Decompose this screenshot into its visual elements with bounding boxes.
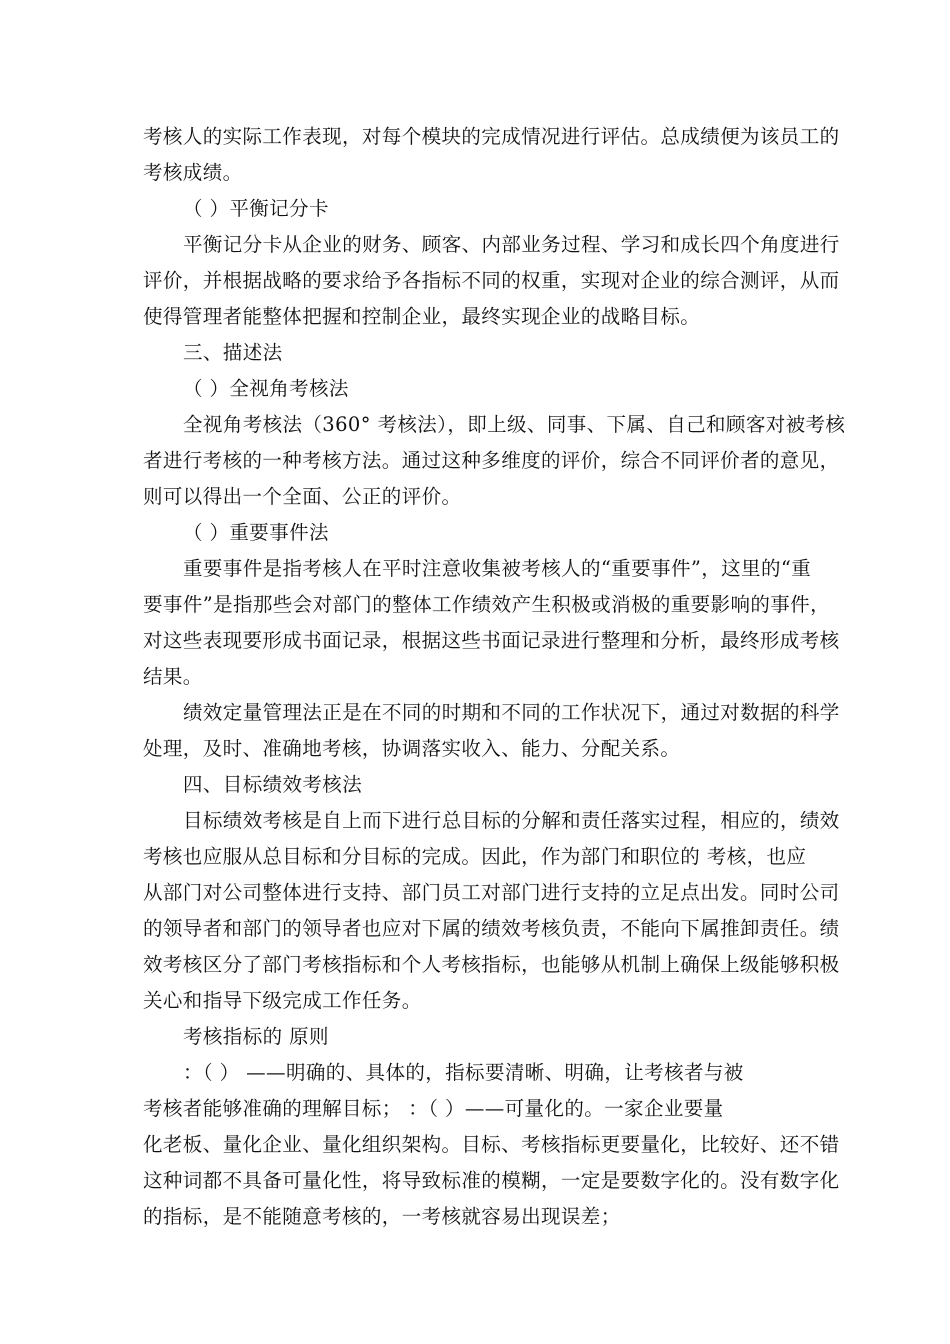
paragraph-line: 这种词都不具备可量化性，将导致标准的模糊，一定是要数字化的。没有数字化: [143, 1169, 840, 1192]
section-heading: 考核指标的 原则: [183, 1025, 329, 1048]
paragraph-line: 从部门对公司整体进行支持、部门员工对部门进行支持的立足点出发。同时公司: [143, 881, 840, 904]
paragraph-line: 则可以得出一个全面、公正的评价。: [143, 485, 462, 508]
paragraph-line: 的领导者和部门的领导者也应对下属的绩效考核负责，不能向下属推卸责任。绩: [143, 917, 840, 940]
paragraph-line: ：（ ） ——明确的、具体的，指标要清晰、明确，让考核者与被: [183, 1061, 744, 1084]
paragraph-line: 目标绩效考核是自上而下进行总目标的分解和责任落实过程，相应的，绩效: [183, 809, 840, 832]
paragraph-line: 考核者能够准确的理解目标； ：（ ）——可量化的。一家企业要量: [143, 1097, 724, 1120]
paragraph-line: 考核成绩。: [143, 161, 243, 184]
paragraph-line: 绩效定量管理法正是在不同的时期和不同的工作状况下，通过对数据的科学: [183, 701, 840, 724]
paragraph-line: 的指标，是不能随意考核的，一考核就容易出现误差；: [143, 1205, 621, 1228]
paragraph-line: 考核也应服从总目标和分目标的完成。因此，作为部门和职位的 考核，也应: [143, 845, 807, 868]
paragraph-line: 重要事件是指考核人在平时注意收集被考核人的“重要事件”，这里的“重: [183, 557, 812, 580]
section-heading: （ ）平衡记分卡: [183, 197, 329, 220]
paragraph-line: 者进行考核的一种考核方法。通过这种多维度的评价，综合不同评价者的意见，: [143, 449, 840, 472]
document-body: [143, 119, 846, 1235]
paragraph-line: 处理，及时、准确地考核，协调落实收入、能力、分配关系。: [143, 737, 681, 760]
paragraph-line: 评价，并根据战略的要求给予各指标不同的权重，实现对企业的综合测评，从而: [143, 269, 840, 292]
section-heading: （ ）全视角考核法: [183, 377, 349, 400]
paragraph-line: 结果。: [143, 665, 203, 688]
paragraph-line: 要事件”是指那些会对部门的整体工作绩效产生积极或消极的重要影响的事件，: [143, 593, 830, 616]
paragraph-line: 效考核区分了部门考核指标和个人考核指标，也能够从机制上确保上级能够积极: [143, 953, 840, 976]
paragraph-line: 关心和指导下级完成工作任务。: [143, 989, 422, 1012]
section-heading: 三、描述法: [183, 341, 283, 364]
paragraph-line: 化老板、量化企业、量化组织架构。目标、考核指标更要量化，比较好、还不错: [143, 1133, 840, 1156]
section-heading: 四、目标绩效考核法: [183, 773, 363, 796]
paragraph-line: 对这些表现要形成书面记录，根据这些书面记录进行整理和分析，最终形成考核: [143, 629, 840, 652]
section-heading: （ ）重要事件法: [183, 521, 329, 544]
paragraph-line: 平衡记分卡从企业的财务、顾客、内部业务过程、学习和成长四个角度进行: [183, 233, 840, 256]
paragraph-line: 使得管理者能整体把握和控制企业，最终实现企业的战略目标。: [143, 305, 701, 328]
paragraph-line: 全视角考核法（360° 考核法），即上级、同事、下属、自己和顾客对被考核: [183, 413, 846, 436]
paragraph-line: 考核人的实际工作表现，对每个模块的完成情况进行评估。总成绩便为该员工的: [143, 125, 840, 148]
